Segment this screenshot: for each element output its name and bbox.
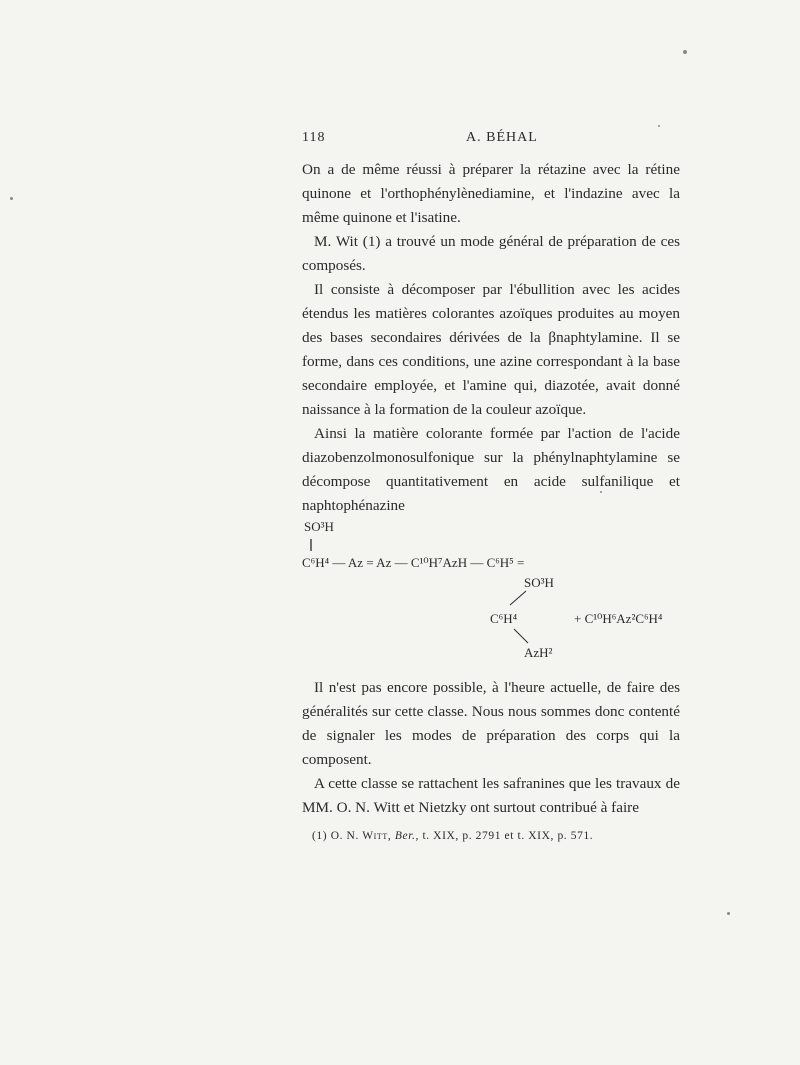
page-number: 118 <box>302 130 326 145</box>
lower-text <box>302 676 680 820</box>
formula-top-group: SO³H <box>304 519 334 534</box>
formula-right-bottom: AzH² <box>524 645 553 660</box>
running-head: A. BÉHAL <box>466 130 538 145</box>
paper-speck <box>658 125 660 127</box>
page-header <box>302 130 680 150</box>
paper-speck <box>600 491 602 493</box>
footnote-marker: (1) <box>312 830 328 842</box>
footnote-reference: t. XIX, p. 2791 et t. XIX, p. 571. <box>422 830 594 842</box>
body-text <box>302 158 680 518</box>
formula-plus-term: + C¹⁰H⁶Az²C⁶H⁴ <box>574 611 663 626</box>
paragraph-2: M. Wit (1) a trouvé un mode général de préparation de ces composés. <box>302 233 680 274</box>
formula-right-mid: C⁶H⁴ <box>490 611 518 626</box>
paragraph-5: Il n'est pas encore possible, à l'heure actuelle, de faire des généralités sur cette classe. Nous nous sommes donc contenté de signaler les modes de préparation des corps qui la composent. <box>302 679 680 768</box>
footnote-author: O. N. Witt, <box>330 830 392 842</box>
bond-diagonal-down <box>514 629 528 643</box>
paragraph-4: Ainsi la matière colorante formée par l'action de l'acide diazobenzolmonosulfonique sur la phénylnaphtylamine se décompose quantitativement en acide sulfanilique et naphtophénazine <box>302 425 680 514</box>
formula-main-line: C⁶H⁴ — Az = Az — C¹⁰H⁷AzH — C⁶H⁵ = <box>302 555 525 570</box>
formula-bonds <box>302 505 680 670</box>
chemical-formula <box>302 505 680 670</box>
paragraph-3: Il consiste à décomposer par l'ébullition avec les acides étendus les matières colorantes azoïques produites au moyen des bases secondaires dérivées de la βnaphtylamine. Il se forme, dans ces conditions, une azine correspondant à la base secondaire employée, et l'amine qui, diazotée, avait donné naissance à la formation de la couleur azoïque. <box>302 281 680 418</box>
paragraph-6: A cette classe se rattachent les safranines que les travaux de MM. O. N. Witt et Nietzky ont surtout contribué à faire <box>302 775 680 816</box>
paper-speck <box>683 50 687 54</box>
footnote-journal: Ber., <box>394 830 419 842</box>
paper-speck <box>727 912 730 915</box>
footnote <box>312 830 672 842</box>
paragraph-1: On a de même réussi à préparer la rétazine avec la rétine quinone et l'orthophénylènediamine, et l'indazine avec la même quinone et l'isatine. <box>302 161 680 226</box>
formula-right-top: SO³H <box>524 575 554 590</box>
bond-diagonal-up <box>510 591 526 605</box>
paper-speck <box>10 197 13 200</box>
